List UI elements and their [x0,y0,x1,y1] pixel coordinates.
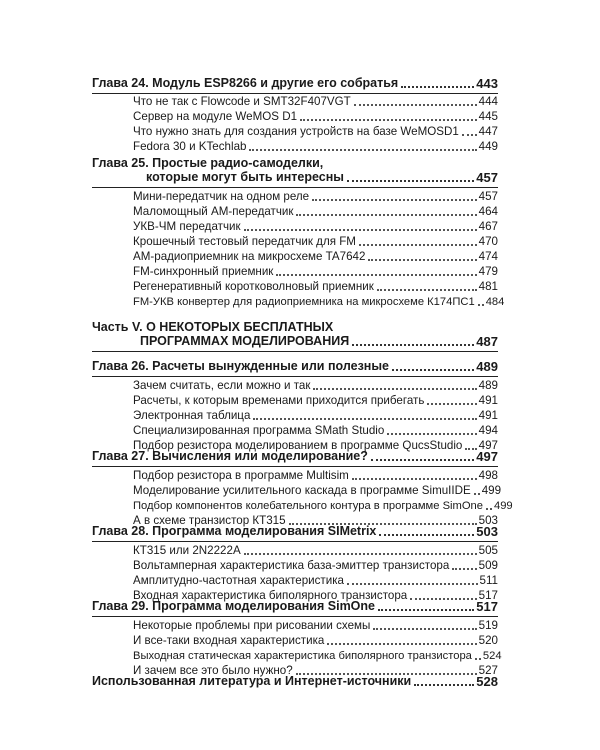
chapter-underline [92,541,498,542]
page-number: 491 [478,409,498,422]
toc-section[interactable] [133,484,502,498]
leader-dots [478,304,484,306]
toc-section[interactable] [133,499,513,513]
leader-dots [475,658,481,660]
toc-part-5[interactable] [140,334,498,349]
toc-section[interactable] [133,634,498,648]
page-number: 528 [476,674,498,689]
section-title: Электронная таблица [133,409,251,422]
section-title: Подбор компонентов колебательного контура в программе SimOne [133,500,483,512]
section-title: Расчеты, к которым временами приходится прибегать [133,394,425,407]
section-title: Моделирование усилительного каскада в программе SimuIIDE [133,484,471,497]
chapter-title: которые могут быть интересны [146,170,344,184]
page-number: 505 [478,544,498,557]
page-number: 449 [478,140,498,153]
toc-bibliography[interactable] [92,674,498,689]
page-number: 520 [478,634,498,647]
page-number: 489 [478,379,498,392]
toc-section[interactable] [133,190,498,204]
toc-chapter-25[interactable] [146,170,498,185]
toc-section[interactable] [133,125,498,139]
page-number: 443 [476,76,498,91]
leader-dots [327,643,476,645]
toc-section[interactable] [133,649,502,663]
section-title: А в схеме транзистор КТ315 [133,514,286,527]
section-title: Что не так с Flowcode и SMT32F407VGT [133,95,351,108]
toc-section[interactable] [133,379,498,393]
leader-dots [359,244,477,246]
section-title: Некоторые проблемы при рисовании схемы [133,619,371,632]
leader-dots [452,568,476,570]
part-title: ПРОГРАММАХ МОДЕЛИРОВАНИЯ [140,334,350,348]
page-number: 527 [478,664,498,677]
toc-section[interactable] [133,409,498,423]
leader-dots [427,403,476,405]
section-title: И все-таки входная характеристика [133,634,325,647]
page-number: 470 [478,235,498,248]
leader-dots [253,418,476,420]
leader-dots [276,274,476,276]
chapter-underline [92,616,498,617]
leader-dots [401,86,474,88]
leader-dots [347,583,478,585]
page-number: 499 [493,500,513,512]
page-number: 487 [476,334,498,349]
part-title-line1: Часть V. О НЕКОТОРЫХ БЕСПЛАТНЫХ [92,320,334,334]
section-title: Fedora 30 и KTechlab [133,140,247,153]
page-number: 444 [478,95,498,108]
toc-section[interactable] [133,280,498,294]
toc-section[interactable] [133,424,498,438]
page-number: 497 [476,449,498,464]
leader-dots [387,433,476,435]
section-title: Сервер на модуле WeMOS D1 [133,110,298,123]
chapter-underline [92,93,498,94]
section-title: Регенеративный коротковолновый приемник [133,280,374,293]
toc-chapter-24[interactable] [92,76,498,91]
leader-dots [347,180,474,182]
leader-dots [244,553,477,555]
chapter-underline [92,376,498,377]
chapter-underline [92,466,498,467]
toc-section[interactable] [133,544,498,558]
page-number: 497 [478,439,498,452]
toc-section[interactable] [133,265,498,279]
toc-section[interactable] [133,205,498,219]
toc-section[interactable] [133,250,498,264]
page-number: 494 [478,424,498,437]
part-underline [92,351,498,352]
toc-section[interactable] [133,619,498,633]
section-title: УКВ-ЧМ передатчик [133,220,241,233]
section-title: Подбор резистора моделированием в программе QucsStudio [133,439,463,452]
leader-dots [249,149,476,151]
leader-dots [373,628,476,630]
toc-section[interactable] [133,110,498,124]
page-number: 445 [478,110,498,123]
page-number: 447 [478,125,498,138]
leader-dots [414,684,474,686]
toc-section[interactable] [133,574,498,588]
toc-section[interactable] [133,295,505,309]
section-title: Вольтамперная характеристика база-эмиттер транзистора [133,559,450,572]
toc-section[interactable] [133,220,498,234]
page-number: 503 [478,514,498,527]
section-title: Мини-передатчик на одном реле [133,190,310,203]
toc-chapter-29[interactable] [92,599,498,614]
leader-dots [379,534,474,536]
section-title: FM-синхронный приемник [133,265,274,278]
leader-dots [352,478,477,480]
toc-chapter-28[interactable] [92,524,498,539]
section-title: Крошечный тестовый передатчик для FM [133,235,356,248]
chapter-title: Использованная литература и Интернет-источники [92,674,412,688]
page-number: 467 [478,220,498,233]
section-title: Что нужно знать для создания устройств на базе WeMOSD1 [133,125,459,138]
leader-dots [462,134,477,136]
leader-dots [313,388,476,390]
leader-dots [377,289,477,291]
page-number: 489 [476,359,498,374]
page-number: 481 [478,280,498,293]
page-number: 519 [478,619,498,632]
chapter-title-line1: Глава 25. Простые радио-самоделки, [92,156,324,170]
page-number: 484 [485,296,505,308]
toc-section[interactable] [133,140,498,154]
leader-dots [474,493,480,495]
section-title: Входная характеристика биполярного транзистора [133,589,408,602]
chapter-title: Глава 27. Вычисления или моделирование? [92,449,368,463]
page-number: 498 [478,469,498,482]
toc-section[interactable] [133,469,498,483]
page-number: 457 [476,170,498,185]
page-number: 479 [478,265,498,278]
leader-dots [312,199,477,201]
leader-dots [378,609,474,611]
section-title: Маломощный АМ-передатчик [133,205,294,218]
page-number: 474 [478,250,498,263]
chapter-title: Глава 28. Программа моделирования SIMetrix [92,524,377,538]
leader-dots [296,214,476,216]
leader-dots [354,104,477,106]
toc-section[interactable] [133,95,498,109]
page-number: 457 [478,190,498,203]
page-number: 464 [478,205,498,218]
page-number: 517 [478,589,498,602]
section-title: Зачем считать, если можно и так [133,379,311,392]
page-number: 499 [481,484,502,497]
toc-chapter-27[interactable] [92,449,498,464]
toc-section[interactable] [133,559,498,573]
section-title: Амплитудно-частотная характеристика [133,574,344,587]
chapter-title: Глава 29. Программа моделирования SimOne [92,599,375,613]
toc-section[interactable] [133,394,498,408]
section-title: Выходная статическая характеристика биполярного транзистора [133,650,472,662]
page-number: 517 [476,599,498,614]
page-number: 491 [478,394,498,407]
toc-chapter-26[interactable] [92,359,498,374]
leader-dots [368,259,476,261]
leader-dots [300,119,477,121]
leader-dots [392,369,474,371]
leader-dots [244,229,477,231]
chapter-title: Глава 26. Расчеты вынужденные или полезные [92,359,389,373]
section-title: АМ-радиоприемник на микросхеме TA7642 [133,250,366,263]
chapter-underline [92,187,498,188]
page-number: 511 [479,574,498,587]
leader-dots [352,344,474,346]
leader-dots [371,459,474,461]
page-number: 524 [482,650,502,662]
page-number: 503 [476,524,498,539]
leader-dots [486,508,492,510]
section-title: КТ315 или 2N2222A [133,544,241,557]
page-number: 509 [478,559,498,572]
section-title: Подбор резистора в программе Multisim [133,469,349,482]
chapter-title: Глава 24. Модуль ESP8266 и другие его собратья [92,76,399,90]
section-title: FM-УКВ конвертер для радиоприемника на микросхеме К174ПС1 [133,296,475,308]
toc-section[interactable] [133,235,498,249]
section-title: И зачем все это было нужно? [133,664,293,677]
section-title: Специализированная программа SMath Studio [133,424,385,437]
